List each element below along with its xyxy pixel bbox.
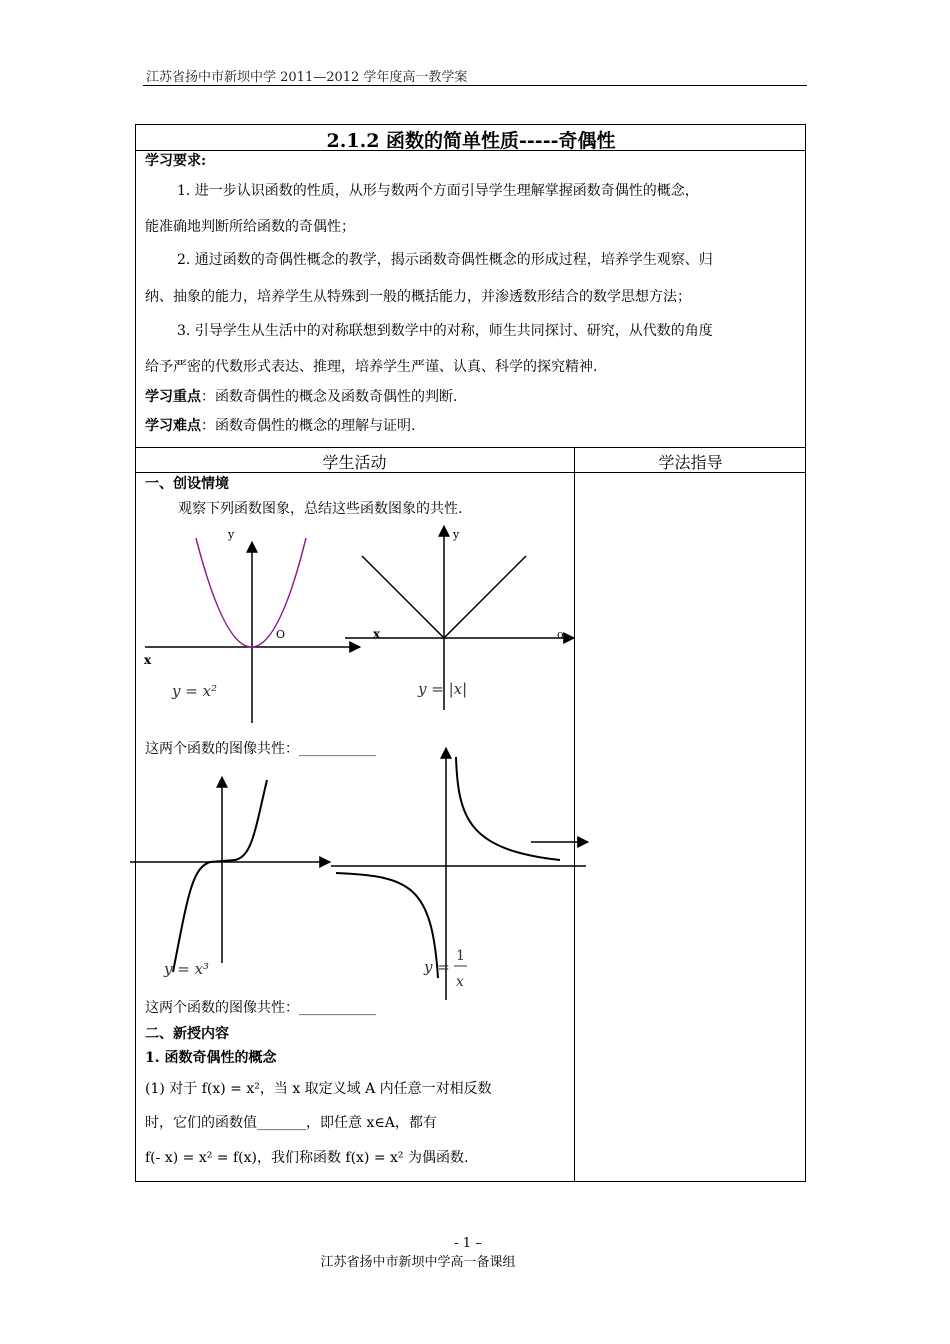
g4-branch-negative (336, 873, 438, 978)
g3-cubic-curve (173, 780, 267, 972)
key-point-text: ：函数奇偶性的概念及函数奇偶性的判断. (201, 389, 458, 405)
g2-formula: y = |x| (418, 680, 468, 698)
graph-reciprocal (331, 748, 588, 1000)
definition-line-2[interactable]: 时，它们的函数值_______，即任意 x∈A，都有 (145, 1115, 437, 1131)
g1-x-label: x (144, 653, 152, 667)
g2-origin-label: o (557, 628, 564, 641)
g4-branch-positive (456, 757, 560, 860)
g2-right-branch (444, 556, 526, 638)
section-1-heading: 一、创设情境 (145, 476, 229, 492)
g2-left-branch (362, 556, 444, 638)
requirement-1-line-2: 能准确地判断所给函数的奇偶性； (145, 219, 355, 235)
g4-formula-denominator: x (456, 974, 464, 990)
graph-x-cubed (130, 777, 330, 978)
g2-y-label: y (453, 528, 460, 541)
g4-formula-numerator: 1 (456, 948, 465, 964)
footer-org: 江苏省扬中市新坝中学高一备课组 (320, 1255, 516, 1270)
definition-line-3: f(- x) = x² = f(x)，我们称函数 f(x) = x² 为偶函数. (145, 1150, 469, 1166)
graph-x-squared (144, 528, 360, 723)
common-property-2[interactable]: 这两个函数的图像共性：___________ (145, 1000, 376, 1016)
definition-line-1: (1) 对于 f(x) = x²，当 x 取定义域 A 内任意一对相反数 (145, 1081, 492, 1097)
g3-formula: y = x³ (164, 960, 210, 978)
graph-abs-x (345, 526, 574, 710)
section-1-intro: 观察下列函数图象，总结这些函数图象的共性. (178, 501, 463, 517)
section-2-subheading: 1. 函数奇偶性的概念 (145, 1050, 277, 1066)
student-activity-header: 学生活动 (322, 453, 387, 472)
study-guide-header: 学法指导 (658, 453, 723, 472)
page-number: - 1 – (454, 1236, 482, 1251)
key-point-label: 学习重点 (145, 389, 201, 405)
g1-y-label: y (228, 528, 235, 541)
requirement-2-line-2: 纳、抽象的能力，培养学生从特殊到一般的概括能力，并渗透数形结合的数学思想方法； (145, 289, 691, 305)
requirement-3-line-2: 给予严密的代数形式表达、推理，培养学生严谨、认真、科学的探究精神. (145, 359, 598, 375)
difficulty-label: 学习难点 (145, 418, 201, 434)
g1-formula: y = x² (172, 682, 218, 700)
section-2-heading: 二、新授内容 (145, 1026, 229, 1042)
g4-formula-left: y = (424, 958, 450, 976)
requirement-2-line-1: 2. 通过函数的奇偶性概念的教学，揭示函数奇偶性概念的形成过程，培养学生观察、归 (177, 252, 713, 268)
common-property-1[interactable]: 这两个函数的图像共性：___________ (145, 741, 376, 757)
difficulty-text: ：函数奇偶性的概念的理解与证明. (201, 418, 416, 434)
lesson-title: 2.1.2 函数的简单性质-----奇偶性 (326, 130, 616, 152)
requirement-1-line-1: 1. 进一步认识函数的性质，从形与数两个方面引导学生理解掌握函数奇偶性的概念， (177, 183, 699, 199)
g1-parabola (196, 538, 306, 647)
g1-origin-label: O (276, 628, 286, 641)
requirement-3-line-1: 3. 引导学生从生活中的对称联想到数学中的对称，师生共同探讨、研究，从代数的角度 (177, 323, 713, 339)
page-header: 江苏省扬中市新坝中学 2011—2012 学年度高一教学案 (146, 70, 468, 85)
g2-x-label: x (373, 627, 381, 641)
requirements-heading: 学习要求: (145, 153, 207, 169)
